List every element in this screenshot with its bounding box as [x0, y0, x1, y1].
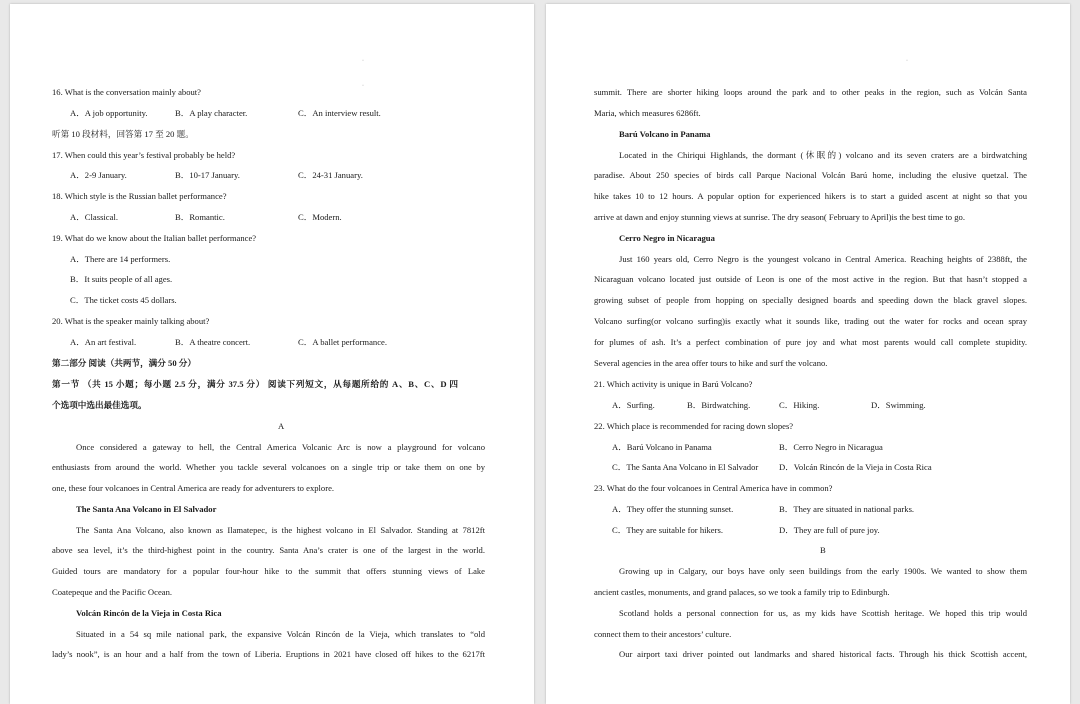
- option-a: A．Surfing.: [612, 400, 655, 410]
- paragraph-line: lady’s nook”, is an hour and a half from the town of Liberia. Eruptions in 2021 have closed off hikes to the 6217ft: [52, 649, 485, 659]
- paragraph-line: Volcano surfing(or volcano surfing)is exactly what it sounds like, trading out the water for rocks and ocean spray: [594, 316, 1027, 326]
- option-b: B．10-17 January.: [175, 170, 240, 180]
- paragraph-line: Guided tours are mandatory for a popular four-hour hike to the summit that offers stunning views of Lake: [52, 566, 485, 576]
- option-d: D．Volcán Rincón de la Vieja in Costa Rica: [779, 462, 932, 472]
- option-b: B．Birdwatching.: [687, 400, 751, 410]
- paragraph-line: Once considered a gateway to hell, the Central America Volcanic Arc is now a playground for volcano: [76, 442, 485, 452]
- passage-label: A: [278, 421, 285, 431]
- subheading: Volcán Rincón de la Vieja in Costa Rica: [76, 608, 222, 618]
- paragraph-line: Coatepeque and the Pacific Ocean.: [52, 587, 173, 597]
- question-18: 18. Which style is the Russian ballet performance?: [52, 191, 227, 201]
- option-b: B．A theatre concert.: [175, 337, 251, 347]
- option-d: D．They are full of pure joy.: [779, 525, 880, 535]
- option-a: A．Classical.: [70, 212, 118, 222]
- option-a: A．An art festival.: [70, 337, 137, 347]
- page-mark: ·: [906, 58, 908, 64]
- document-page-right: [546, 4, 1070, 704]
- paragraph-line: for plumes of ash. It’s a perfect combination of pure joy and what most parents would call complete stupidity.: [594, 337, 1027, 347]
- option-c: C．A ballet performance.: [298, 337, 388, 347]
- paragraph-line: growing subset of people from hopping on specially designed boards and speeding down the black gravel slopes.: [594, 295, 1027, 305]
- question-20: 20. What is the speaker mainly talking about?: [52, 316, 210, 326]
- question-22: 22. Which place is recommended for racing down slopes?: [594, 421, 794, 431]
- passage-label: B: [820, 545, 826, 555]
- option-a: A．2-9 January.: [70, 170, 127, 180]
- option-c: C．An interview result.: [298, 108, 381, 118]
- option-b: B．Cerro Negro in Nicaragua: [779, 442, 883, 452]
- option-c: C．The Santa Ana Volcano in El Salvador: [612, 462, 759, 472]
- section-heading: 第一节 （共 15 小题；每小题 2.5 分，满分 37.5 分） 阅读下列短文，从每题所给的 A、B、C、D 四: [52, 379, 458, 389]
- question-19: 19. What do we know about the Italian ballet performance?: [52, 233, 257, 243]
- paragraph-line: Located in the Chiriqui Highlands, the dormant (休眠的) volcano and its seven craters are a birdwatching: [619, 150, 1027, 160]
- paragraph-line: ancient castles, monuments, and grand palaces, so we took a family trip to Edinburgh.: [594, 587, 890, 597]
- paragraph-line: connect them to their ancestors’ culture.: [594, 629, 732, 639]
- paragraph-line: above sea level, it’s the third-highest point in the country. Santa Ana’s crater is one of the largest in the world.: [52, 545, 485, 555]
- question-17: 17. When could this year’s festival probably be held?: [52, 150, 236, 160]
- page-mark: ·: [362, 58, 364, 64]
- subheading: Cerro Negro in Nicaragua: [619, 233, 715, 243]
- option-b: B．A play character.: [175, 108, 248, 118]
- option-b: B．It suits people of all ages.: [70, 274, 173, 284]
- subheading: Barú Volcano in Panama: [619, 129, 711, 139]
- paragraph-line: enthusiasts from around the world. Whether you tackle several volcanoes on a single trip or take them on one by: [52, 462, 485, 472]
- paragraph-line: Our airport taxi driver pointed out landmarks and shared historical facts. Through his thick Scottish accent,: [619, 649, 1027, 659]
- paragraph-line: summit. There are shorter hiking loops around the park and to other peaks in the region, such as Volcán Santa: [594, 87, 1027, 97]
- section-instruction: 听第 10 段材料，回答第 17 至 20 题。: [52, 129, 194, 139]
- option-c: C．Hiking.: [779, 400, 820, 410]
- option-c: C．The ticket costs 45 dollars.: [70, 295, 177, 305]
- paragraph-line: paradise. About 250 species of birds call Parque Nacional Volcán Barú home, including the elusive quetzal. The: [594, 170, 1027, 180]
- option-b: B．They are situated in national parks.: [779, 504, 915, 514]
- paragraph-line: Nicaraguan volcano located just outside of Leon is one of the most active in the region. But that hasn’t stopped a: [594, 274, 1027, 284]
- paragraph-line: Growing up in Calgary, our boys have only seen buildings from the early 1900s. We wanted to show them: [619, 566, 1027, 576]
- paragraph-line: hike takes 10 to 12 hours. A popular option for experienced hikers is to start a guided ascent at night so that you: [594, 191, 1027, 201]
- subheading: The Santa Ana Volcano in El Salvador: [76, 504, 217, 514]
- option-b: B．Romantic.: [175, 212, 225, 222]
- question-23: 23. What do the four volcanoes in Central America have in common?: [594, 483, 833, 493]
- paragraph-line: Just 160 years old, Cerro Negro is the youngest volcano in Central America. Reaching heights of 2388ft, the: [619, 254, 1027, 264]
- document-page-left: [10, 4, 534, 704]
- option-a: A．There are 14 performers.: [70, 254, 171, 264]
- paragraph-line: The Santa Ana Volcano, also known as Ilamatepec, is the highest volcano in El Salvador. Standing at 7812ft: [76, 525, 485, 535]
- option-a: A．Barú Volcano in Panama: [612, 442, 712, 452]
- question-21: 21. Which activity is unique in Barú Volcano?: [594, 379, 753, 389]
- paragraph-line: Situated in a 54 sq mile national park, the expansive Volcán Rincón de la Vieja, which translates to “old: [76, 629, 485, 639]
- section-heading-cont: 个选项中选出最佳选项。: [52, 400, 147, 410]
- paragraph-line: Scotland holds a personal connection for us, as my kids have Scottish heritage. We hoped this trip would: [619, 608, 1027, 618]
- option-d: D．Swimming.: [871, 400, 926, 410]
- part-heading: 第二部分 阅读（共两节，满分 50 分）: [52, 358, 196, 368]
- option-c: C．24-31 January.: [298, 170, 363, 180]
- question-16: 16. What is the conversation mainly about?: [52, 87, 202, 97]
- paragraph-line: Several agencies in the area offer tours to hike and surf the volcano.: [594, 358, 828, 368]
- option-a: A．A job opportunity.: [70, 108, 148, 118]
- page-mark: ·: [362, 83, 364, 89]
- paragraph-line: arrive at dawn and enjoy stunning views at sunrise. The dry season( February to April)is the best time to go.: [594, 212, 965, 222]
- option-c: C．They are suitable for hikers.: [612, 525, 723, 535]
- paragraph-line: one, these four volcanoes in Central America are ready for adventurers to explore.: [52, 483, 335, 493]
- option-a: A．They offer the stunning sunset.: [612, 504, 734, 514]
- paragraph-line: Maria, which measures 6286ft.: [594, 108, 701, 118]
- option-c: C．Modern.: [298, 212, 342, 222]
